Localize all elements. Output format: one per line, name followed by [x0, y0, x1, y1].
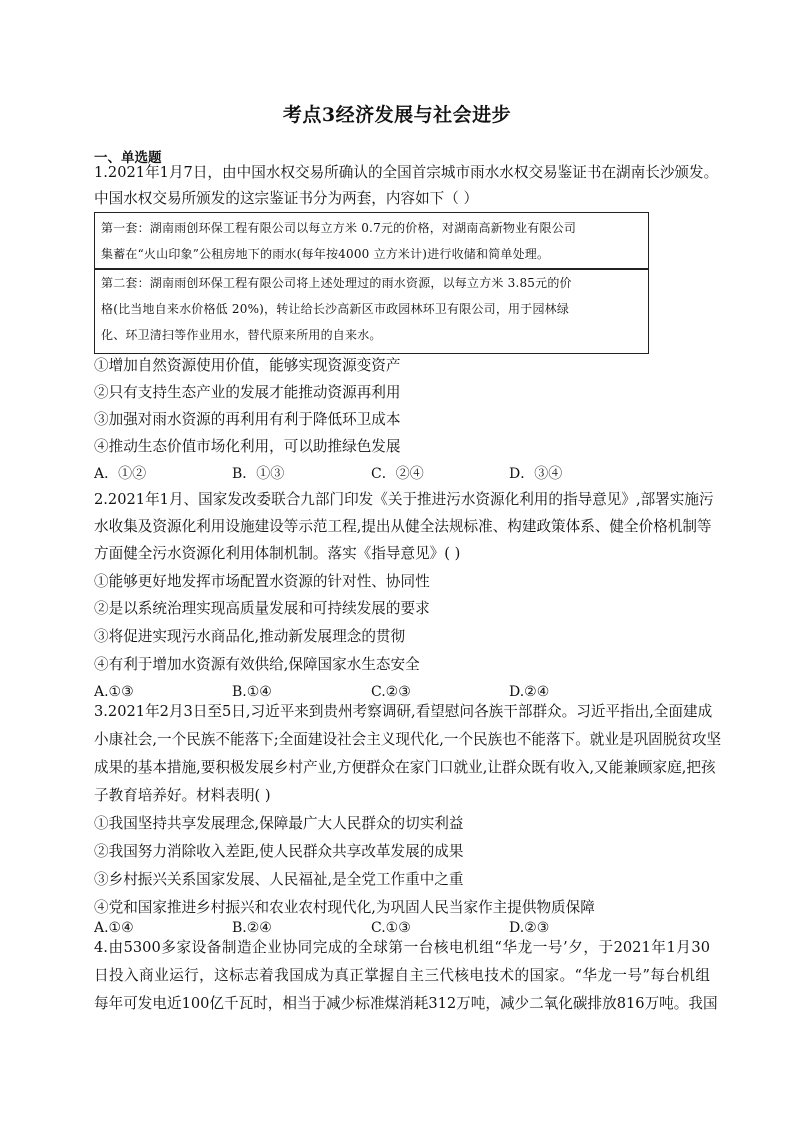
section-heading: 一、单选题 [94, 150, 162, 166]
q2-stem-line-1: 2.2021年1月、国家发改委联合九部门印发《关于推进污水资源化利用的指导意见》,部署实施污 [94, 491, 714, 508]
q3-item-1: ①我国坚持共享发展理念,保障最广大人民群众的切实利益 [94, 815, 464, 832]
q4-stem-line-1: 4.由5300多家设备制造企业协同完成的全球第一台核电机组“华龙一号’夕，于2021年1月30 [94, 939, 710, 956]
q4-stem-line-3: 每年可发电近100亿千瓦时，相当于减少标准煤消耗312万吨，减少二氧化碳排放816万吨。我国 [94, 995, 718, 1012]
q2-stem-line-2: 水收集及资源化利用设施建设等示范工程,提出从健全法规标准、构建政策体系、健全价格机制等 [94, 518, 712, 535]
q2-option-d[interactable]: D.②④ [509, 684, 550, 700]
q1-item-4: ④推动生态价值市场化利用，可以助推绿色发展 [94, 438, 401, 455]
q1-stem-line-1: 1.2021年1月7日，由中国水权交易所确认的全国首宗城市雨水水权交易鉴证书在湖南长沙颁发。 [94, 164, 719, 181]
q1-option-d[interactable]: D．③④ [509, 466, 563, 482]
q2-option-a[interactable]: A.①③ [94, 684, 134, 700]
box2-line-2: 格(比当地自来水价格低 20%)，转让给长沙高新区市政园林环卫有限公司，用于园林绿 [101, 302, 570, 316]
q3-stem-line-4: 子教育培养好。材料表明( ) [94, 787, 271, 804]
q3-option-a[interactable]: A.①④ [94, 920, 134, 936]
q3-item-2: ②我国努力消除收入差距,使人民群众共享改革发展的成果 [94, 843, 464, 860]
box2-line-3: 化、环卫清扫等作业用水，替代原来所用的自来水。 [101, 328, 382, 342]
q3-item-3: ③乡村振兴关系国家发展、人民福祉,是全党工作重中之重 [94, 871, 464, 888]
box2-line-1: 第二套：湖南雨创环保工程有限公司将上述处理过的雨水资源，以每立方米 3.85元的价 [101, 276, 572, 290]
box1-line-2: 集蓄在“火山印象”公租房地下的雨水(每年按4000 立方米计)进行收储和简单处理。 [101, 247, 550, 261]
q1-material-box-2 [94, 268, 649, 354]
q1-option-a[interactable]: A．①② [94, 466, 147, 482]
q1-option-c[interactable]: C．②④ [371, 466, 424, 482]
q4-stem-line-2: 日投入商业运行，这标志着我国成为真正掌握自主三代核电技术的国家。“华龙一号”每台机组 [94, 967, 710, 984]
q1-option-b[interactable]: B．①③ [232, 466, 285, 482]
q2-item-2: ②是以系统治理实现高质量发展和可持续发展的要求 [94, 600, 430, 617]
q3-stem-line-2: 小康社会,一个民族不能落下;全面建设社会主义现代化,一个民族也不能落下。就业是巩固脱贫攻坚 [94, 731, 722, 748]
q1-material-box-1 [94, 212, 649, 270]
page-title: 考点3经济发展与社会进步 [282, 104, 512, 126]
q2-item-4: ④有利于增加水资源有效供给,保障国家水生态安全 [94, 656, 420, 673]
q2-item-1: ①能够更好地发挥市场配置水资源的针对性、协同性 [94, 573, 430, 590]
q1-item-2: ②只有支持生态产业的发展才能推动资源再利用 [94, 384, 401, 401]
q3-option-b[interactable]: B.②④ [232, 920, 272, 936]
q3-item-4: ④党和国家推进乡村振兴和农业农村现代化,为巩固人民当家作主提供物质保障 [94, 899, 595, 916]
box1-line-1: 第一套：湖南雨创环保工程有限公司以每立方米 0.7元的价格，对湖南高新物业有限公司 [101, 221, 577, 235]
q2-option-b[interactable]: B.①④ [232, 684, 272, 700]
q3-stem-line-1: 3.2021年2月3日至5日,习近平来到贵州考察调研,看望慰问各族干部群众。习近平指出,全面建成 [94, 703, 713, 720]
q3-option-c[interactable]: C.①③ [371, 920, 411, 936]
q1-item-3: ③加强对雨水资源的再利用有利于降低环卫成本 [94, 411, 401, 428]
q2-option-c[interactable]: C.②③ [371, 684, 411, 700]
q2-stem-line-3: 方面健全污水资源化利用体制机制。落实《指导意见》( ) [94, 545, 461, 562]
q2-item-3: ③将促进实现污水商品化,推动新发展理念的贯彻 [94, 628, 406, 645]
q1-stem-line-2: 中国水权交易所颁发的这宗鉴证书分为两套，内容如下（ ） [94, 190, 479, 207]
q3-option-d[interactable]: D.②③ [509, 920, 550, 936]
q3-stem-line-3: 成果的基本措施,要积极发展乡村产业,方便群众在家门口就业,让群众既有收入,又能兼顾家庭,把孩 [94, 759, 716, 776]
q1-item-1: ①增加自然资源使用价值，能够实现资源变资产 [94, 357, 401, 374]
